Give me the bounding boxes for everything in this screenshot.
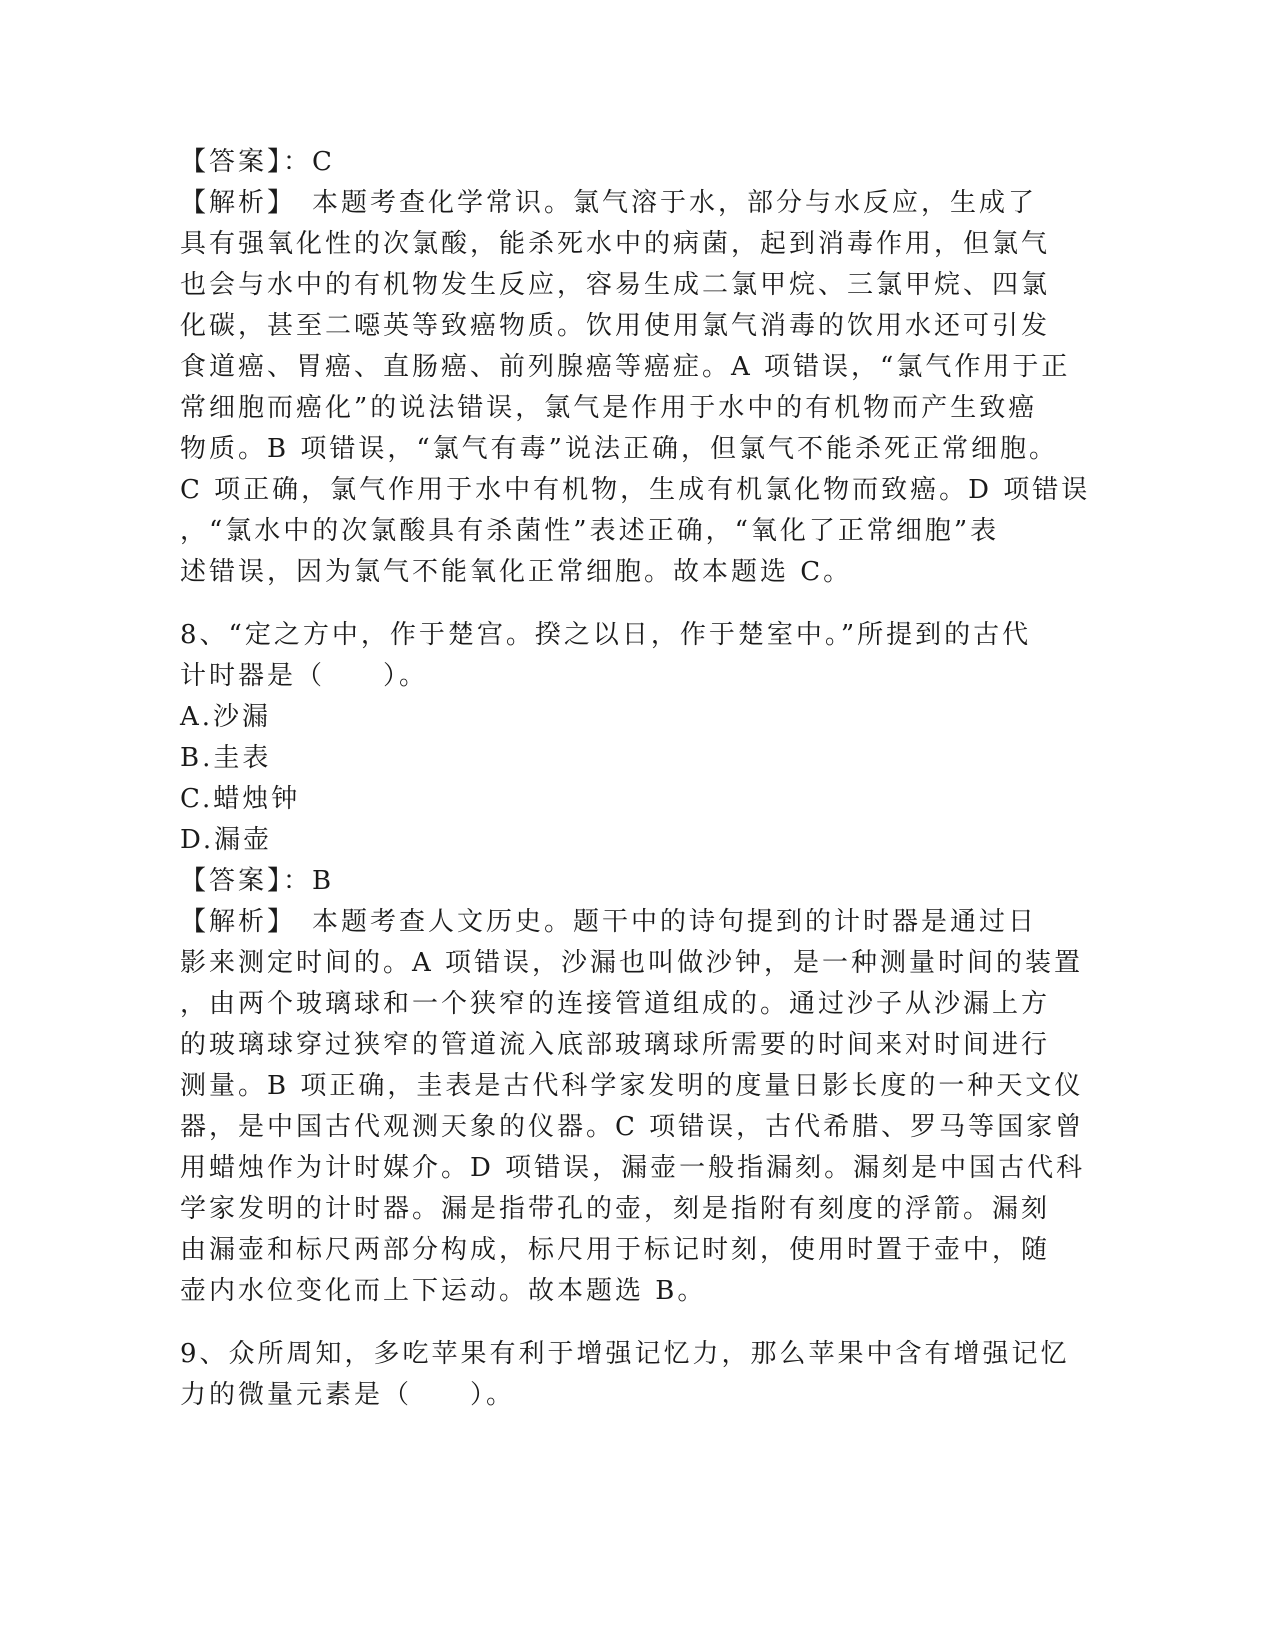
analysis-line: 【解析】 本题考查人文历史。题干中的诗句提到的计时器是通过日	[180, 907, 1038, 937]
analysis-line: 由漏壶和标尺两部分构成，标尺用于标记时刻，使用时置于壶中，随	[180, 1235, 1051, 1265]
answer-line: 【答案】：B	[180, 866, 335, 896]
analysis-line: 常细胞而癌化”的说法错误，氯气是作用于水中的有机物而产生致癌	[180, 393, 1038, 423]
analysis-line: 学家发明的计时器。漏是指带孔的壶，刻是指附有刻度的浮箭。漏刻	[180, 1194, 1051, 1224]
answer-line: 【答案】：C	[180, 147, 335, 177]
analysis-line: 食道癌、胃癌、直肠癌、前列腺癌等癌症。A 项错误，“氯气作用于正	[180, 352, 1071, 382]
option-c: C.蜡烛钟	[180, 784, 301, 814]
analysis-line: 述错误，因为氯气不能氧化正常细胞。故本题选 C。	[180, 557, 853, 587]
analysis-line: 的玻璃球穿过狭窄的管道流入底部玻璃球所需要的时间来对时间进行	[180, 1030, 1051, 1060]
analysis-line: 具有强氧化性的次氯酸，能杀死水中的病菌，起到消毒作用，但氯气	[180, 229, 1051, 259]
question-stem: 力的微量元素是（ ）。	[180, 1380, 516, 1410]
analysis-line: 【解析】 本题考查化学常识。氯气溶于水，部分与水反应，生成了	[180, 188, 1038, 218]
analysis-line: ，由两个玻璃球和一个狭窄的连接管道组成的。通过沙子从沙漏上方	[180, 989, 1051, 1019]
question-stem: 8、“定之方中，作于楚宫。揆之以日，作于楚室中。”所提到的古代	[180, 620, 1032, 650]
analysis-line: 测量。B 项正确，圭表是古代科学家发明的度量日影长度的一种天文仪	[180, 1071, 1084, 1101]
analysis-line: 物质。B 项错误，“氯气有毒”说法正确，但氯气不能杀死正常细胞。	[180, 434, 1058, 464]
analysis-line: 影来测定时间的。A 项错误，沙漏也叫做沙钟，是一种测量时间的装置	[180, 948, 1084, 978]
analysis-line: 壶内水位变化而上下运动。故本题选 B。	[180, 1276, 707, 1306]
question-stem: 计时器是（ ）。	[180, 661, 429, 691]
option-d: D.漏壶	[180, 825, 273, 855]
question-stem: 9、众所周知，多吃苹果有利于增强记忆力，那么苹果中含有增强记忆	[180, 1339, 1070, 1369]
analysis-line: 化碳，甚至二噁英等致癌物质。饮用使用氯气消毒的饮用水还可引发	[180, 311, 1051, 341]
option-a: A.沙漏	[180, 702, 272, 732]
option-b: B.圭表	[180, 743, 272, 773]
analysis-line: C 项正确，氯气作用于水中有机物，生成有机氯化物而致癌。D 项错误	[180, 475, 1091, 505]
analysis-line: 器，是中国古代观测天象的仪器。C 项错误，古代希腊、罗马等国家曾	[180, 1112, 1085, 1142]
analysis-line: 也会与水中的有机物发生反应，容易生成二氯甲烷、三氯甲烷、四氯	[180, 270, 1051, 300]
analysis-line: 用蜡烛作为计时媒介。D 项错误，漏壶一般指漏刻。漏刻是中国古代科	[180, 1153, 1086, 1183]
analysis-line: ，“氯水中的次氯酸具有杀菌性”表述正确，“氧化了正常细胞”表	[180, 516, 1000, 546]
